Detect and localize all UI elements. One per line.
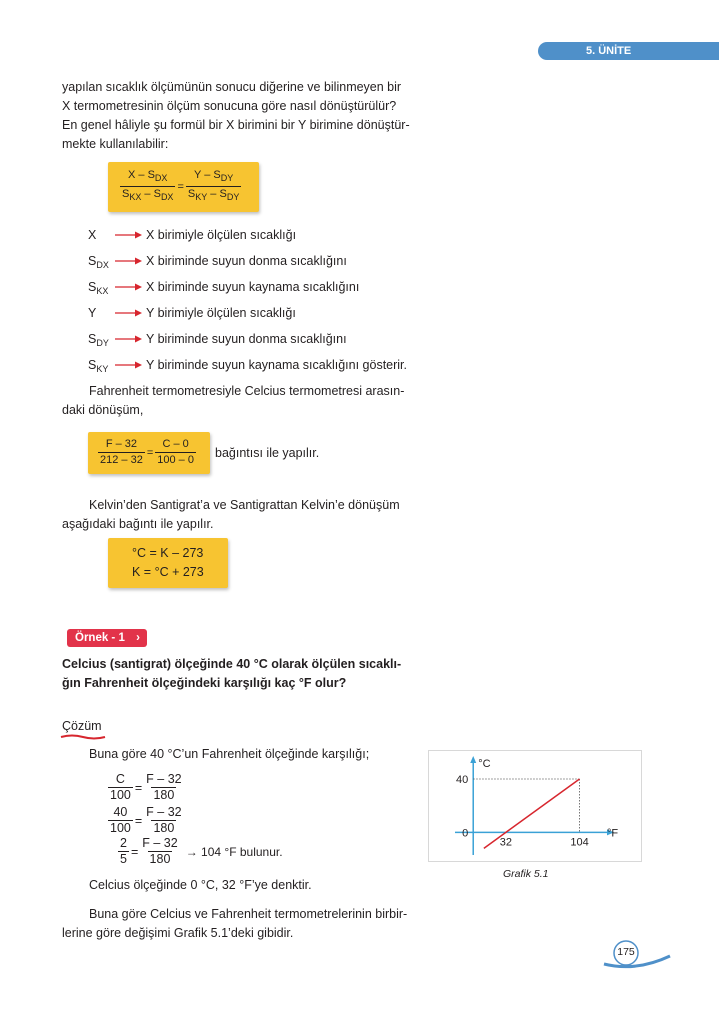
- unit-tab: [538, 42, 719, 60]
- fc-formula-suffix: bağıntısı ile yapılır.: [215, 446, 320, 460]
- general-formula-box: [108, 162, 259, 212]
- general-right-fraction: $\frac{Y - S_{DY}}{S_{KY} - S_{DY}}$: [186, 168, 241, 205]
- definition-row: $S_{KY}$ Y biriminde suyun kaynama sıcaklığını gösterir.: [88, 358, 408, 374]
- red-arrow-icon: [115, 282, 143, 292]
- fahrenheit-paragraph: [62, 382, 412, 420]
- paragraph-line: Fahrenheit termometresiyle Celcius termometresi arasın-: [89, 384, 405, 398]
- y-tick-label: 40: [455, 774, 469, 786]
- x-tick-label: 32: [499, 836, 513, 849]
- red-arrow-icon: [115, 256, 143, 266]
- definition-row: $S_{DX}$ X biriminde suyun donma sıcaklığını: [88, 254, 347, 270]
- equals-sign: =: [177, 180, 184, 193]
- x-axis-label: °F: [607, 827, 619, 840]
- intro-line: En genel hâliyle şu formül bir X birimini bir Y birimine dönüştür-: [62, 118, 410, 132]
- example-question: [62, 655, 422, 693]
- example-badge: [67, 629, 147, 647]
- red-underline-icon: [60, 734, 106, 740]
- x-tick-label: 104: [570, 836, 589, 849]
- solution-heading: [62, 717, 102, 736]
- example-label: Örnek - 1: [75, 632, 125, 644]
- fc-left-fraction: $\frac{F - 32}{212 - 32}$: [100, 438, 143, 466]
- series-line: [484, 779, 580, 848]
- fc-formula-box: [88, 432, 210, 474]
- solution-step: $\frac{40}{100}$ = $\frac{F - 32}{180}$: [110, 805, 182, 835]
- unit-label: 5. ÜNİTE: [586, 45, 632, 57]
- intro-line: mekte kullanılabilir:: [62, 137, 169, 151]
- paragraph-line: daki dönüşüm,: [62, 403, 144, 417]
- general-left-fraction: $\frac{X - S_{DX}}{S_{KX} - S_{DX}}$: [120, 168, 175, 205]
- step-fraction: $\frac{2}{5}$: [120, 836, 127, 866]
- definition-row: $S_{KX}$ X biriminde suyun kaynama sıcaklığını: [88, 280, 360, 296]
- paragraph-line: Kelvin’den Santigrat’a ve Santigrattan Kelvin’e dönüşüm: [89, 498, 400, 512]
- question-line: Celcius (santigrat) ölçeğinde 40 °C olarak ölçülen sıcaklı-: [62, 657, 402, 671]
- step-fraction: $\frac{F - 32}{180}$: [146, 805, 182, 835]
- definition-row: X X birimiyle ölçülen sıcaklığı: [88, 228, 297, 242]
- kelvin-formula-box: [108, 538, 228, 588]
- paragraph-line: aşağıdaki bağıntı ile yapılır.: [62, 517, 214, 531]
- step-fraction: $\frac{C}{100}$: [110, 772, 131, 802]
- y-tick-label: 0: [462, 827, 469, 840]
- definition-row: $S_{DY}$ Y biriminde suyun donma sıcaklığını: [88, 332, 347, 348]
- red-arrow-icon: [115, 334, 143, 344]
- temperature-conversion-chart: [429, 751, 641, 861]
- red-arrow-icon: [115, 308, 143, 318]
- fc-right-fraction: $\frac{C - 0}{100 - 0}$: [157, 438, 194, 466]
- red-arrow-icon: [115, 360, 143, 370]
- closing-paragraph: [62, 905, 412, 943]
- definition-row: Y Y birimiyle ölçülen sıcaklığı: [88, 306, 296, 320]
- intro-paragraph: [62, 78, 412, 154]
- step-fraction: $\frac{F - 32}{180}$: [146, 772, 182, 802]
- kelvin-formula-line: K = °C + 273: [132, 565, 204, 579]
- solution-intro: Buna göre 40 °C’un Fahrenheit ölçeğinde karşılığı;: [89, 747, 370, 761]
- intro-line: yapılan sıcaklık ölçümünün sonucu diğerine ve bilinmeyen bir: [62, 80, 402, 94]
- step-fraction: $\frac{F - 32}{180}$: [142, 836, 178, 866]
- chart-frame: [428, 750, 642, 862]
- red-arrow-icon: [115, 230, 143, 240]
- step-result: → 104 °F bulunur.: [185, 844, 283, 859]
- kelvin-formula-line: °C = K – 273: [132, 546, 204, 560]
- paragraph-line: Buna göre Celcius ve Fahrenheit termometrelerinin birbir-: [89, 907, 408, 921]
- question-line: ğın Fahrenheit ölçeğindeki karşılığı kaç °F olur?: [62, 676, 347, 690]
- chart-caption: Grafik 5.1: [503, 868, 549, 880]
- page-number: 175: [617, 946, 635, 958]
- equals-sign: =: [146, 446, 154, 459]
- chevron-right-icon: ›: [136, 632, 140, 644]
- solution-step: $\frac{2}{5}$ = $\frac{F - 32}{180}$ → 104 °F bulunur.: [120, 836, 283, 866]
- step-fraction: $\frac{40}{100}$: [110, 805, 131, 835]
- y-axis-label: °C: [478, 758, 491, 770]
- y-axis-arrow-icon: [470, 756, 476, 763]
- paragraph-line: lerine göre değişimi Grafik 5.1’deki gibidir.: [62, 926, 294, 940]
- kelvin-paragraph: [62, 496, 412, 534]
- solution-note: Celcius ölçeğinde 0 °C, 32 °F’ye denktir.: [89, 878, 312, 892]
- solution-heading-text: Çözüm: [62, 719, 102, 733]
- solution-step: $\frac{C}{100}$ = $\frac{F - 32}{180}$: [110, 772, 182, 802]
- intro-line: X termometresinin ölçüm sonucuna göre nasıl dönüştürülür?: [62, 99, 397, 113]
